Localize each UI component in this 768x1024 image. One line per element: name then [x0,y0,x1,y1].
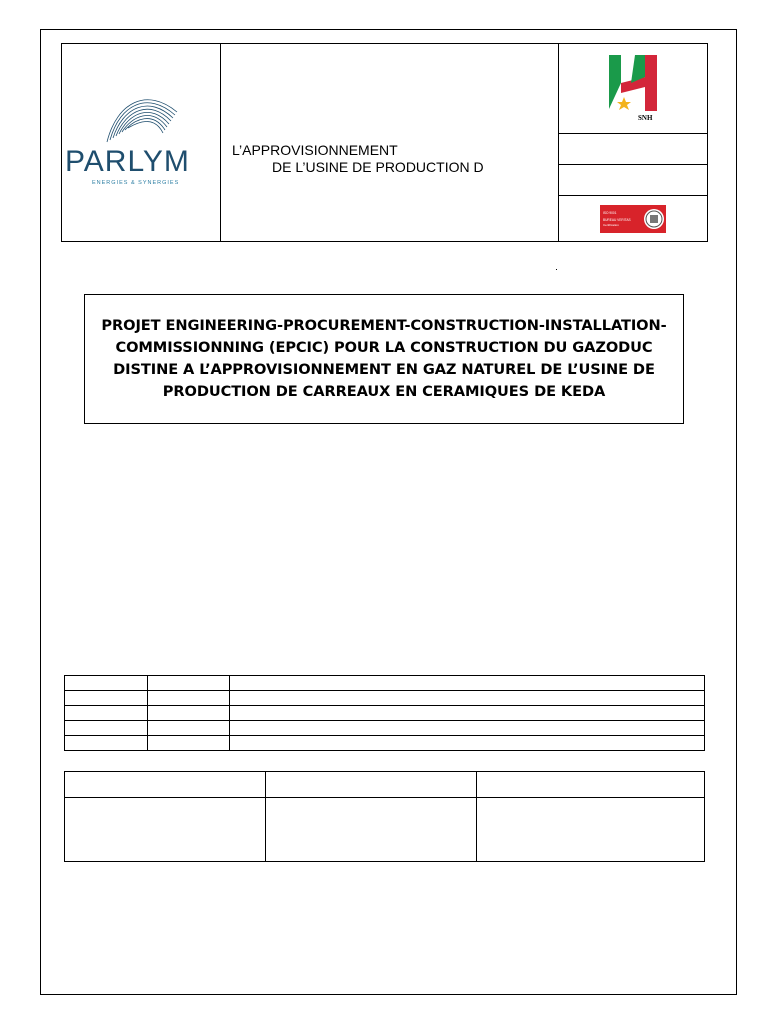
snh-logo-icon [607,53,659,115]
bureau-veritas-logo [600,205,666,233]
stray-mark [556,269,557,270]
svg-text:ISO 9001: ISO 9001 [603,211,617,215]
client-logo-cell [558,44,707,134]
header-meta-row-1 [558,134,707,165]
table-row [65,798,705,862]
svg-text:Certification: Certification [603,223,619,227]
revision-table [64,675,705,751]
company-name: PARLYM [65,145,190,178]
header-right-column [558,44,707,241]
client-name: SNH [638,114,653,122]
table-row [65,691,705,706]
table-row [65,736,705,751]
table-row [65,721,705,736]
certification-logo-cell [558,196,707,241]
svg-text:BUREAU VERITAS: BUREAU VERITAS [603,218,631,222]
table-row [65,676,705,691]
header-title-line1: L’APPROVISIONNEMENT [232,142,398,158]
header-title-line2: DE L’USINE DE PRODUCTION D [272,159,484,175]
signature-table [64,771,705,862]
header-meta-row-2 [558,165,707,196]
table-row [65,706,705,721]
document-header [61,43,708,242]
project-title: PROJET ENGINEERING-PROCUREMENT-CONSTRUCTION-INSTALLATION-COMMISSIONNING (EPCIC) POUR LA CONSTRUCTION DU GAZODUC DISTINE A L’APPROVISIONNEMENT EN GAZ NATUREL DE L’USINE DE PRODUCTION DE CARREAUX EN CERAMIQUES DE KEDA [101,317,667,400]
company-tagline: ENERGIES & SYNERGIES [92,180,180,186]
project-title-box [84,294,684,424]
parlym-swirl-logo [102,82,182,152]
table-row [65,772,705,798]
company-logo-cell [62,44,221,241]
document-title-cell [220,44,559,241]
